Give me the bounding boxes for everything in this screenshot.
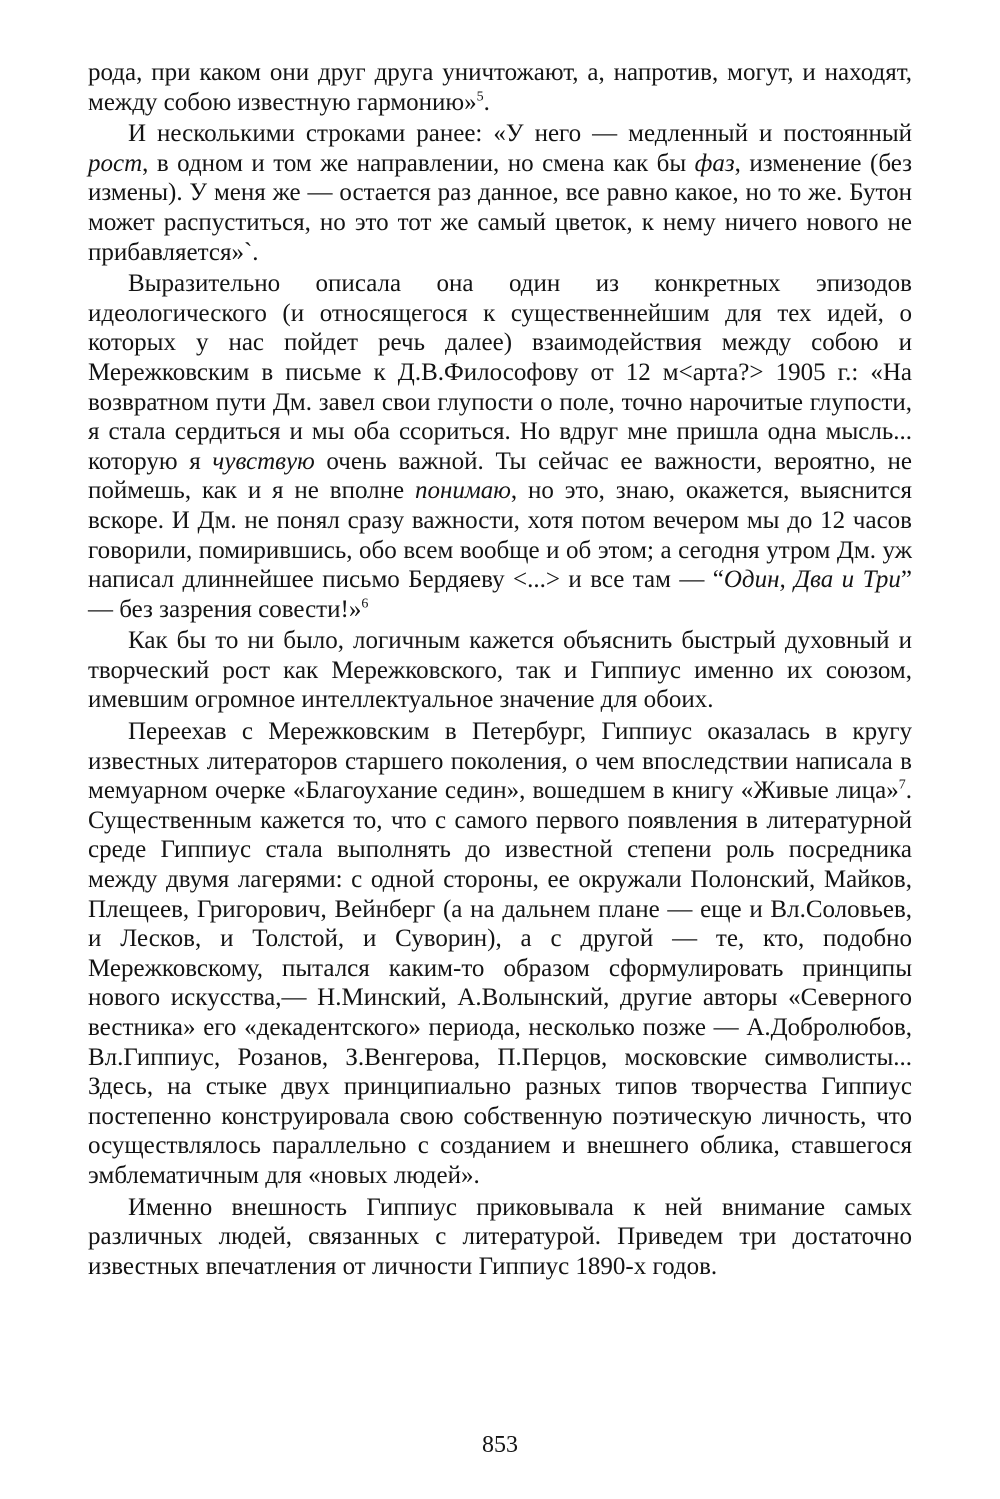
emphasis-text: Один, Два и Три [723, 566, 901, 594]
emphasis-text: понимаю [414, 477, 511, 505]
emphasis-text: чувствую [212, 447, 315, 475]
text-run: Именно внешность Гиппиус приковывала к ней внимание самых различных людей, связанных с литературой. Приведем три достаточно известных впечатления от личности Гиппиус 1890-х годов. [88, 1193, 912, 1280]
text-run: , но это, знаю, окажется, выяснится вскоре. И Дм. не понял сразу важности, хотя потом вечером мы до 12 часов говорили, помирившись, обо всем вообще и об этом; а сегодня утром Дм. уж написал длиннейшее письмо Бердяеву <...> и все там — “ [88, 477, 912, 594]
text-run: рода, при каком они друг друга уничтожают, а, напротив, могут, и находят, между собою известную гармонию» [88, 59, 912, 116]
footnote-ref: 5 [476, 89, 484, 105]
body-text [88, 58, 912, 1281]
paragraph [88, 119, 912, 267]
text-run: ” — без зазрения совести!» [88, 566, 912, 623]
text-run: . [483, 88, 490, 116]
paragraph [88, 269, 912, 624]
text-run: , в одном и том же направлении, но смена как бы [142, 149, 695, 177]
footnote-ref: 6 [361, 596, 369, 612]
paragraph [88, 58, 912, 117]
emphasis-text: фаз [694, 149, 735, 177]
text-run: Выразительно описала она один из конкретных эпизодов идеологического (и относящегося к существеннейшим для тех идей, о которых у нас пойдет речь далее) взаимодействия между собою и Мережковским в письме к Д.В.Философову от 12 м<арта?> 1905 г.: «На возвратном пути Дм. завел свои глупости о поле, точно нарочитые глупости, я стала сердиться и мы оба ссориться. Но вдруг мне пришла одна мысль... которую я [88, 270, 912, 475]
paragraph [88, 717, 912, 1191]
text-run: . Существенным кажется то, что с самого первого появления в литературной среде Гиппиус стала выполнять до известной степени роль посредника между двумя лагерями: с одной стороны, ее окружали Полонский, Майков, Плещеев, Григорович, Вейнберг (а на дальнем плане — еще и Вл.Соловьев, и Лесков, и Толстой, и Суворин), а с другой — те, кто, подобно Мережковскому, пытался каким-то образом сформулировать принципы нового искусства,— Н.Минский, А.Волынский, другие авторы «Северного вестника» его «декадентского» периода, несколько позже — А.Добролюбов, Вл.Гиппиус, Розанов, З.Венгерова, П.Перцов, московские символисты... Здесь, на стыке двух принципиально разных типов творчества Гиппиус постепенно конструировала свою собственную поэтическую личность, что осуществлялось параллельно с созданием и внешнего облика, ставшегося эмблематичным для «новых людей». [88, 777, 912, 1189]
text-run: И несколькими строками ранее: «У него — медленный и постоянный [128, 120, 912, 148]
paragraph [88, 626, 912, 715]
footnote-ref: 7 [898, 777, 906, 793]
page-number: 853 [482, 1432, 518, 1458]
paragraph [88, 1193, 912, 1282]
text-run: очень важной. Ты сейчас ее важности, вероятно, не поймешь, как и я не вполне [88, 447, 912, 505]
text-run: Переехав с Мережковским в Петербург, Гиппиус оказалась в кругу известных литераторов старшего поколения, о чем впоследствии написала в мемуарном очерке «Благоухание седин», вошедшем в книгу «Живые лица» [88, 718, 912, 805]
text-run: , изменение (без измены). У меня же — остается раз данное, все равно какое, но то же. Бутон может распуститься, но это тот же самый цветок, к нему ничего нового не прибавляется»`. [88, 149, 912, 266]
emphasis-text: рост [88, 149, 143, 177]
text-run: Как бы то ни было, логичным кажется объяснить быстрый духовный и творческий рост как Мережковского, так и Гиппиус именно их союзом, имевшим огромное интеллектуальное значение для обоих. [88, 627, 912, 714]
